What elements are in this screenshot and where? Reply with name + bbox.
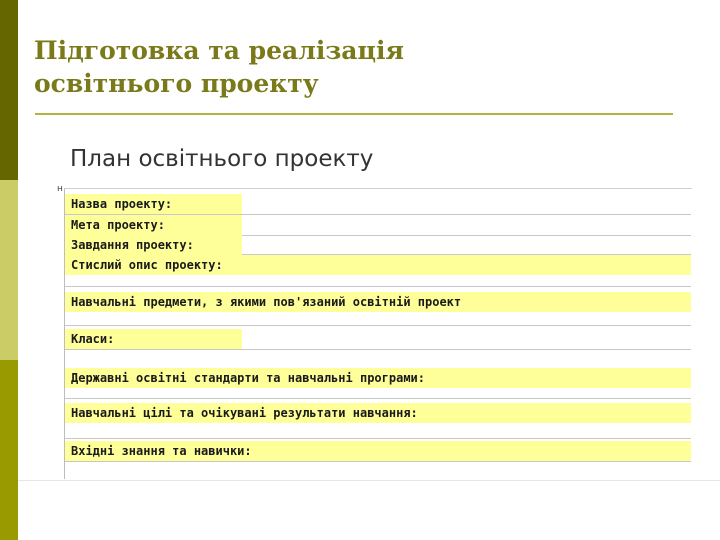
left-bar-light [0,180,18,360]
field-label: Навчальні предмети, з якими пов'язаний освітній проект [71,295,462,309]
field-related-subjects[interactable] [65,292,691,312]
row-divider [65,398,691,399]
row-divider [65,461,691,462]
field-standards[interactable] [65,368,691,388]
row-divider [65,438,691,439]
row-divider [65,286,691,287]
slide-title-line-2: освітнього проекту [34,69,319,98]
slide-title-line-1: Підготовка та реалізація [34,36,404,65]
field-project-goal[interactable] [65,215,242,235]
title-underline [35,113,673,115]
field-label: Класи: [71,332,115,346]
field-learning-goals[interactable] [65,403,691,423]
footer-divider [18,480,720,481]
field-label: Завдання проекту: [71,238,194,252]
field-label: Навчальні цілі та очікувані результати навчання: [71,406,418,420]
field-prior-knowledge[interactable] [65,441,691,461]
field-label: Назва проекту: [71,197,173,211]
slide-title [34,34,404,100]
field-grades[interactable] [65,329,242,349]
plan-heading: План освітнього проекту [70,146,374,172]
field-label: Стислий опис проекту: [71,258,223,272]
row-divider [65,325,691,326]
field-project-tasks[interactable] [65,235,242,255]
left-bar-mid [0,360,18,540]
left-bar-dark [0,0,18,180]
field-short-description[interactable] [65,255,691,275]
field-label: Вхідні знання та навички: [71,444,252,458]
stray-mark: н [57,184,63,194]
field-label: Мета проекту: [71,218,165,232]
row-divider [65,349,691,350]
field-project-name[interactable] [65,194,242,214]
field-label: Державні освітні стандарти та навчальні програми: [71,371,426,385]
